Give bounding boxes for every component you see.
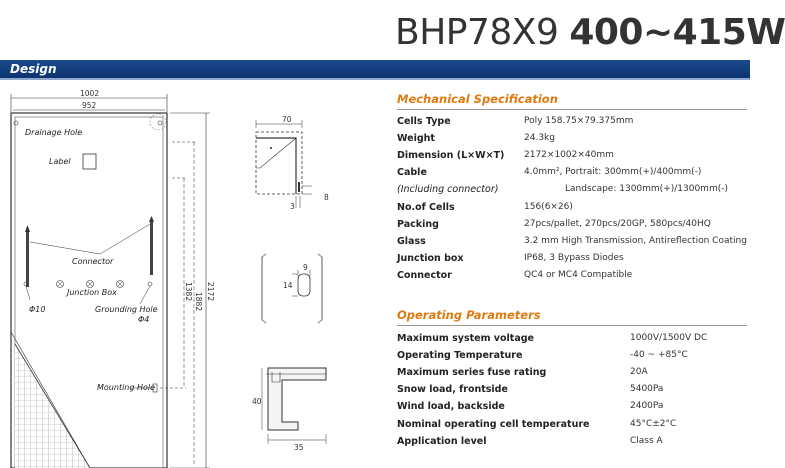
spec-row [397, 236, 747, 253]
dim-height-1382: 1382 [184, 282, 193, 302]
operating-row [397, 350, 747, 367]
detail-corner [256, 115, 329, 211]
operating-row [397, 367, 747, 384]
connector-cable-right [150, 220, 153, 275]
operating-value: -40 ~ +85°C [630, 350, 688, 360]
spec-key: Weight [397, 133, 435, 144]
spec-value: 3.2 mm High Transmission, Antireflection Coating [524, 236, 747, 246]
panel-drawing [0, 82, 390, 468]
operating-value: 45°C±2°C [630, 419, 677, 429]
label-drainage-hole: Drainage Hole [25, 128, 83, 137]
label-grounding-hole: Grounding Hole [95, 305, 158, 314]
design-banner [0, 60, 750, 80]
spec-value: Poly 158.75×79.375mm [524, 116, 634, 126]
spec-key: Packing [397, 219, 439, 230]
label-box [83, 154, 96, 169]
operating-key: Snow load, frontside [397, 384, 508, 395]
operating-value: 1000V/1500V DC [630, 333, 708, 343]
label-connector: Connector [72, 257, 114, 266]
spec-key: Cells Type [397, 116, 451, 127]
operating-heading: Operating Parameters [397, 308, 541, 322]
spec-key: Glass [397, 236, 426, 247]
model-name: BHP78X9 [395, 12, 559, 53]
spec-key: (Including connector) [397, 184, 499, 195]
spec-key: Cable [397, 167, 427, 178]
operating-value: Class A [630, 436, 663, 446]
operating-key: Nominal operating cell temperature [397, 419, 590, 430]
label-phi10: Φ10 [29, 305, 46, 314]
spec-value: QC4 or MC4 Compatible [524, 270, 633, 280]
spec-row [397, 133, 747, 150]
spec-value: 2172×1002×40mm [524, 150, 614, 160]
dim-width-inner: 952 [82, 101, 97, 110]
spec-value: Landscape: 1300mm(+)/1300mm(-) [565, 184, 728, 194]
operating-key: Maximum system voltage [397, 333, 534, 344]
power-range: 400~415W [569, 12, 785, 53]
operating-key: Application level [397, 436, 487, 447]
spec-value: 24.3kg [524, 133, 555, 143]
spec-key: Dimension (L×W×T) [397, 150, 505, 161]
dim-width-outer: 1002 [80, 89, 100, 98]
spec-value: IP68, 3 Bypass Diodes [524, 253, 624, 263]
spec-key: No.of Cells [397, 202, 455, 213]
detail3-d35: 35 [294, 443, 304, 452]
spec-row [397, 253, 747, 270]
mechanical-heading: Mechanical Specification [397, 92, 558, 106]
spec-value: 156(6×26) [524, 202, 573, 212]
spec-row [397, 202, 747, 219]
label-phi4: Φ4 [138, 315, 150, 324]
detail1-d70: 70 [282, 115, 292, 124]
spec-value: 27pcs/pallet, 270pcs/20GP, 580pcs/40HQ [524, 219, 711, 229]
spec-key: Connector [397, 270, 452, 281]
operating-row [397, 401, 747, 418]
spec-row [397, 270, 747, 287]
spec-row [397, 219, 747, 236]
detail1-d8: 8 [324, 193, 329, 202]
drainage-hole-icon [14, 121, 18, 125]
spec-row [397, 167, 747, 184]
label-label: Label [49, 157, 71, 166]
operating-rule [397, 325, 747, 326]
operating-row [397, 436, 747, 453]
spec-row [397, 116, 747, 133]
operating-key: Maximum series fuse rating [397, 367, 547, 378]
panel-drawing-svg [0, 82, 390, 468]
connector-cable-left [26, 232, 29, 287]
detail2-d9: 9 [303, 263, 308, 272]
spec-row [397, 184, 747, 201]
spec-key: Junction box [397, 253, 464, 264]
mechanical-rule [397, 109, 747, 110]
operating-row [397, 384, 747, 401]
design-banner-label: Design [10, 62, 57, 76]
operating-row [397, 333, 747, 350]
detail2-d14: 14 [283, 281, 293, 290]
label-junction-box: Junction Box [67, 288, 117, 297]
operating-value: 20A [630, 367, 648, 377]
product-title [395, 12, 785, 53]
detail3-d40: 40 [252, 397, 262, 406]
operating-key: Wind load, backside [397, 401, 505, 412]
detail-slot [262, 254, 322, 323]
detail1-d3: 3 [290, 202, 295, 211]
spec-row [397, 150, 747, 167]
spec-value: 4.0mm², Portrait: 300mm(+)/400mm(-) [524, 167, 702, 177]
dim-height-1882: 1882 [194, 292, 203, 312]
operating-row [397, 419, 747, 436]
detail-profile [252, 368, 326, 452]
cell-grid [15, 344, 95, 468]
dim-height-total: 2172 [206, 282, 215, 302]
operating-value: 2400Pa [630, 401, 664, 411]
junction-box-icon [57, 281, 124, 288]
label-mounting-hole: Mounting Hole [97, 383, 156, 392]
operating-key: Operating Temperature [397, 350, 523, 361]
operating-value: 5400Pa [630, 384, 664, 394]
